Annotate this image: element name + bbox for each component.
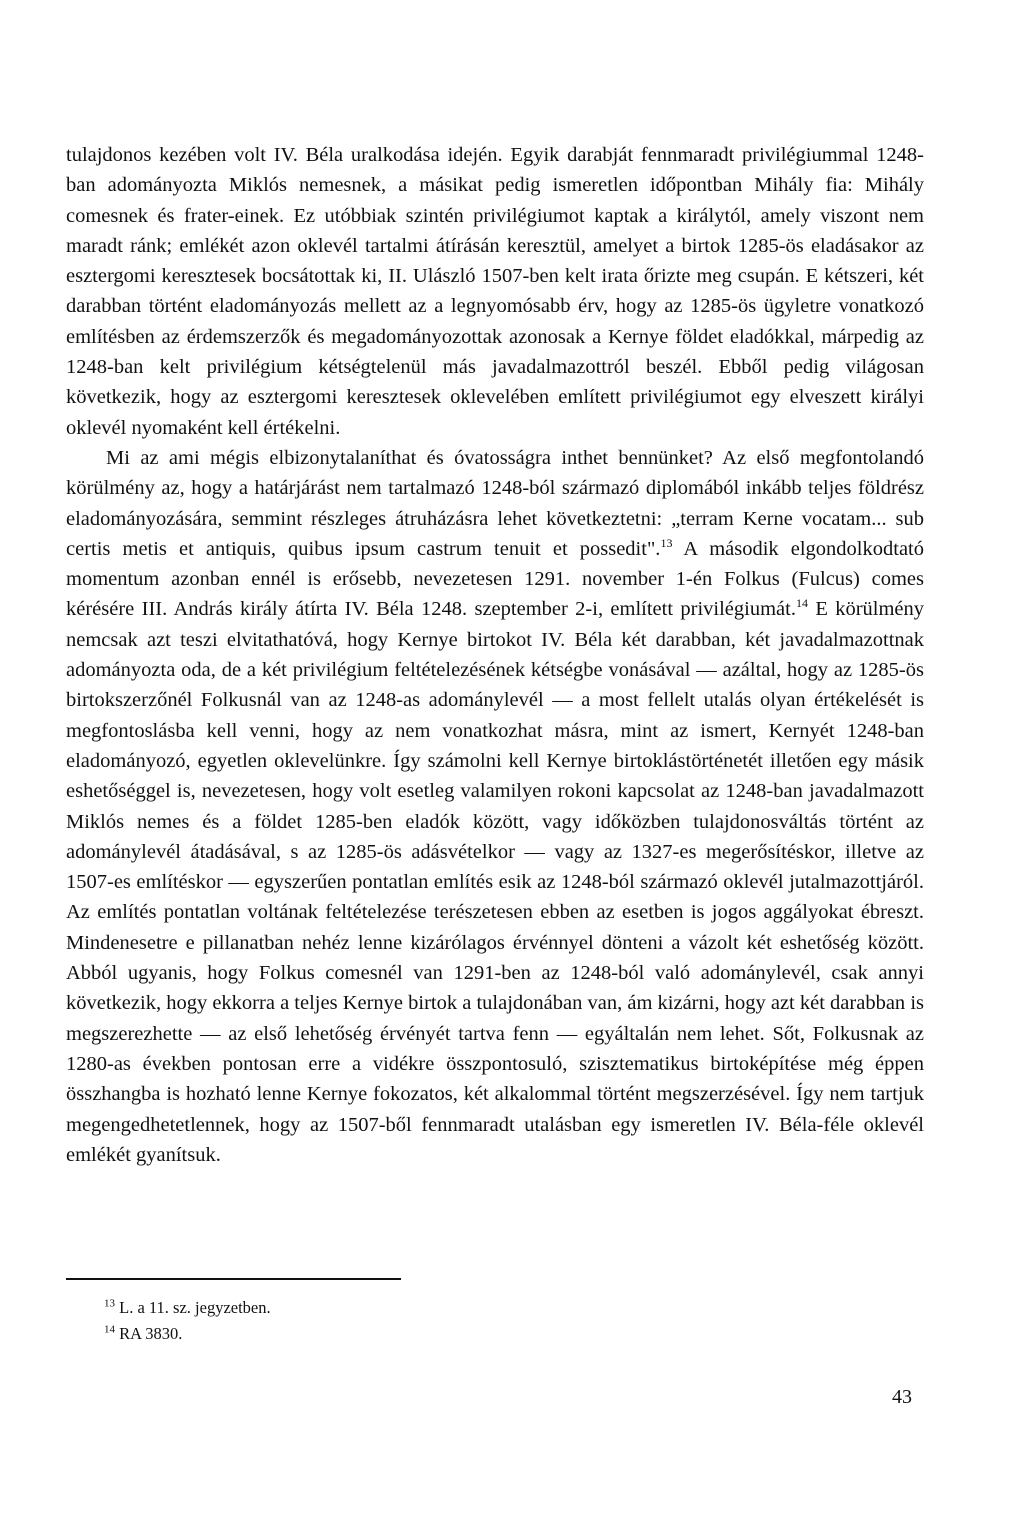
footnote-reference: 14 (795, 596, 808, 611)
paragraph-text: A második elgondolkodtató momentum azonban ennél is erősebb, nevezetesen 1291. november 1-én Folkus (Fulcus) comes kérésére III. András király átírta IV. Béla 1248. szeptember 2-i, említett privilégiumát. (66, 537, 924, 621)
footnote-14 (104, 1321, 704, 1347)
page-number: 43 (892, 1386, 912, 1408)
paragraph-text: Mi az ami mégis elbizonytalaníthat és óvatosságra inthet bennünket? Az első megfontolandó körülmény az, hogy a határjárást nem tartalmazó 1248-ból származó diplomából inkább teljes földrész eladományozására, semmint részleges átruházásra lehet következtetni: „terram Kerne vocatam... sub certis metis et antiquis, quibus ipsum castrum tenuit et possedit". (66, 446, 924, 560)
footnote-13 (104, 1295, 704, 1321)
footnote-14-number: 14 (104, 1323, 115, 1336)
footnote-reference: 13 (660, 536, 673, 551)
footnote-13-text: L. a 11. sz. jegyzetben. (115, 1298, 271, 1317)
main-text (66, 140, 924, 1170)
paragraph (66, 140, 924, 443)
footnote-divider (66, 1278, 401, 1280)
footnote-13-number: 13 (104, 1297, 115, 1310)
footnotes (104, 1295, 704, 1347)
paragraph-text: E körülmény nemcsak azt teszi elvitathatóvá, hogy Kernye birtokot IV. Béla két darabban, két javadalmazottnak adományozta oda, de a két privilégium feltételezésének kétségbe vonásával — azáltal, hogy az 1285-ös birtokszerzőnél Folkusnál van az 1248-as adománylevél — a most fellelt utalás olyan értékelését is megfontoslásba kell venni, hogy az nem vonatkozhat másra, mint az ismert, Kernyét 1248-ban eladományozó, egyetlen oklevelünkre. Így számolni kell Kernye birtoklástörténetét illetően egy másik eshetőséggel is, nevezetesen, hogy volt esetleg valamilyen rokoni kapcsolat az 1248-ban javadalmazott Miklós nemes és a földet 1285-ben eladók között, vagy időközben tulajdonosváltás történt az adománylevél átadásával, s az 1285-ös adásvételkor — vagy az 1327-es megerősítéskor, illetve az 1507-es említéskor — egyszerűen pontatlan említés esik az 1248-ból származó oklevél jutalmazottjáról. Az említés pontatlan voltának feltételezése terészetesen ebben az esetben is jogos aggályokat ébreszt. Mindenesetre e pillanatban nehéz lenne kizárólagos érvénnyel dönteni a vázolt két eshetőség között. Abból ugyanis, hogy Folkus comesnél van 1291-ben az 1248-ból való adománylevél, csak annyi következik, hogy ekkorra a teljes Kernye birtok a tulajdonában van, ám kizárni, hogy azt két darabban is megszerezhette — az első lehetőség érvényét tartva fenn — egyáltalán nem lehet. Sőt, Folkusnak az 1280-as években pontosan erre a vidékre összpontosuló, szisztematikus birtoképítése még éppen összhangba is hozható lenne Kernye fokozatos, két alkalommal történt megszerzésével. Így nem tartjuk megengedhetetlennek, hogy az 1507-ből fennmaradt utalásban egy ismeretlen IV. Béla-féle oklevél emlékét gyanítsuk. (66, 598, 925, 1166)
footnote-14-text: RA 3830. (115, 1324, 183, 1343)
paragraph (66, 443, 924, 1170)
paragraph-text: tulajdonos kezében volt IV. Béla uralkodása idején. Egyik darabját fennmaradt privilégiummal 1248-ban adományozta Miklós nemesnek, a másikat pedig ismeretlen időpontban Mihály fia: Mihály comesnek és frater-einek. Ez utóbbiak szintén privilégiumot kaptak a királytól, amely viszont nem maradt ránk; emlékét azon oklevél tartalmi átírásán keresztül, amelyet a birtok 1285-ös eladásakor az esztergomi keresztesek bocsátottak ki, II. Ulászló 1507-ben kelt irata őrizte meg csupán. E kétszeri, két darabban történt eladományozás mellett az a legnyomósabb érv, hogy az 1285-ös ügyletre vonatkozó említésben az érdemszerzők és megadományozottak azonosak a Kernye földet eladókkal, márpedig az 1248-ban kelt privilégium kétségtelenül más javadalmazottról beszél. Ebből pedig világosan következik, hogy az esztergomi keresztesek oklevelében említett privilégiumot egy elveszett királyi oklevél nyomaként kell értékelni. (66, 144, 924, 439)
